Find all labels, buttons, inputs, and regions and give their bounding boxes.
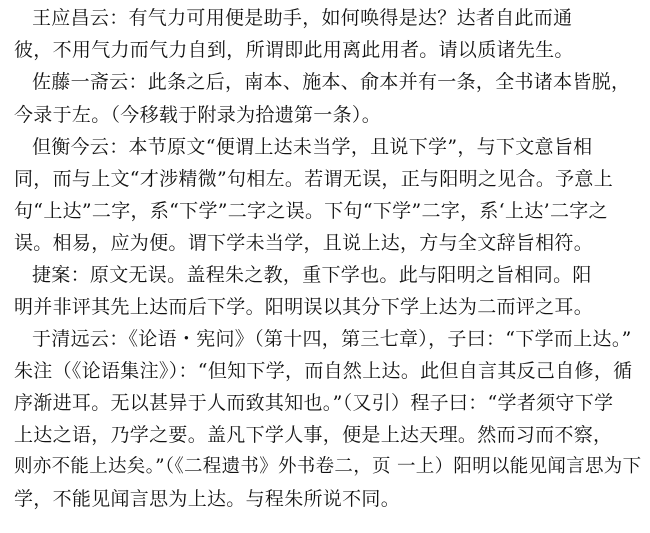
paragraph-3-line-4: 误。相易，应为便。谓下学未当学，且说上达，方与全文辞旨相符。 bbox=[14, 232, 594, 254]
paragraph-3-line-1: 但衡今云：本节原文“便谓上达未当学，且说下学”，与下文意旨相 bbox=[32, 136, 593, 158]
paragraph-5-line-6: 学，不能见闻言思为上达。与程朱所说不同。 bbox=[14, 488, 401, 510]
paragraph-1-line-2: 彼，不用气力而气力自到，所谓即此用离此用者。请以质诸先生。 bbox=[14, 39, 574, 61]
paragraph-4-line-1: 捷案：原文无误。盖程朱之教，重下学也。此与阳明之旨相同。阳 bbox=[32, 264, 592, 286]
paragraph-3-line-3: 句“上达”二字，系“下学”二字之误。下句“下学”二字，系‘上达’二字之 bbox=[14, 200, 608, 222]
paragraph-5-line-1: 于清远云：《论语・宪问》（第十四，第三七章），子曰：“下学而上达。” bbox=[32, 328, 632, 350]
paragraph-3-line-2: 同，而与上文“才涉精微”句相左。若谓无误，正与阳明之见合。予意上 bbox=[14, 168, 614, 190]
paragraph-5-line-3: 序渐进耳。无以甚异于人而致其知也。”（又引）程子曰：“学者须守下学 bbox=[14, 392, 614, 414]
paragraph-5-line-2: 朱注（《论语集注》）：“但知下学，而自然上达。此但自言其反己自修，循 bbox=[14, 360, 633, 382]
paragraph-4-line-2: 明并非评其先上达而后下学。阳明误以其分下学上达为二而评之耳。 bbox=[14, 296, 594, 318]
paragraph-5-line-4: 上达之语，乃学之要。盖凡下学人事，便是上达天理。然而习而不察， bbox=[14, 424, 613, 446]
paragraph-2-line-2: 今录于左。（今移载于附录为拾遗第一条）。 bbox=[14, 104, 382, 126]
paragraph-2-line-1: 佐藤一斋云：此条之后，南本、施本、俞本并有一条，全书诸本皆脱， bbox=[32, 71, 631, 93]
paragraph-1-line-1: 王应昌云：有气力可用便是助手，如何唤得是达？达者自此而通 bbox=[32, 7, 573, 29]
paragraph-5-line-5: 则亦不能上达矣。”（《二程遗书》外书卷二，页 一上）阳明以能见闻言思为下 bbox=[14, 456, 642, 477]
